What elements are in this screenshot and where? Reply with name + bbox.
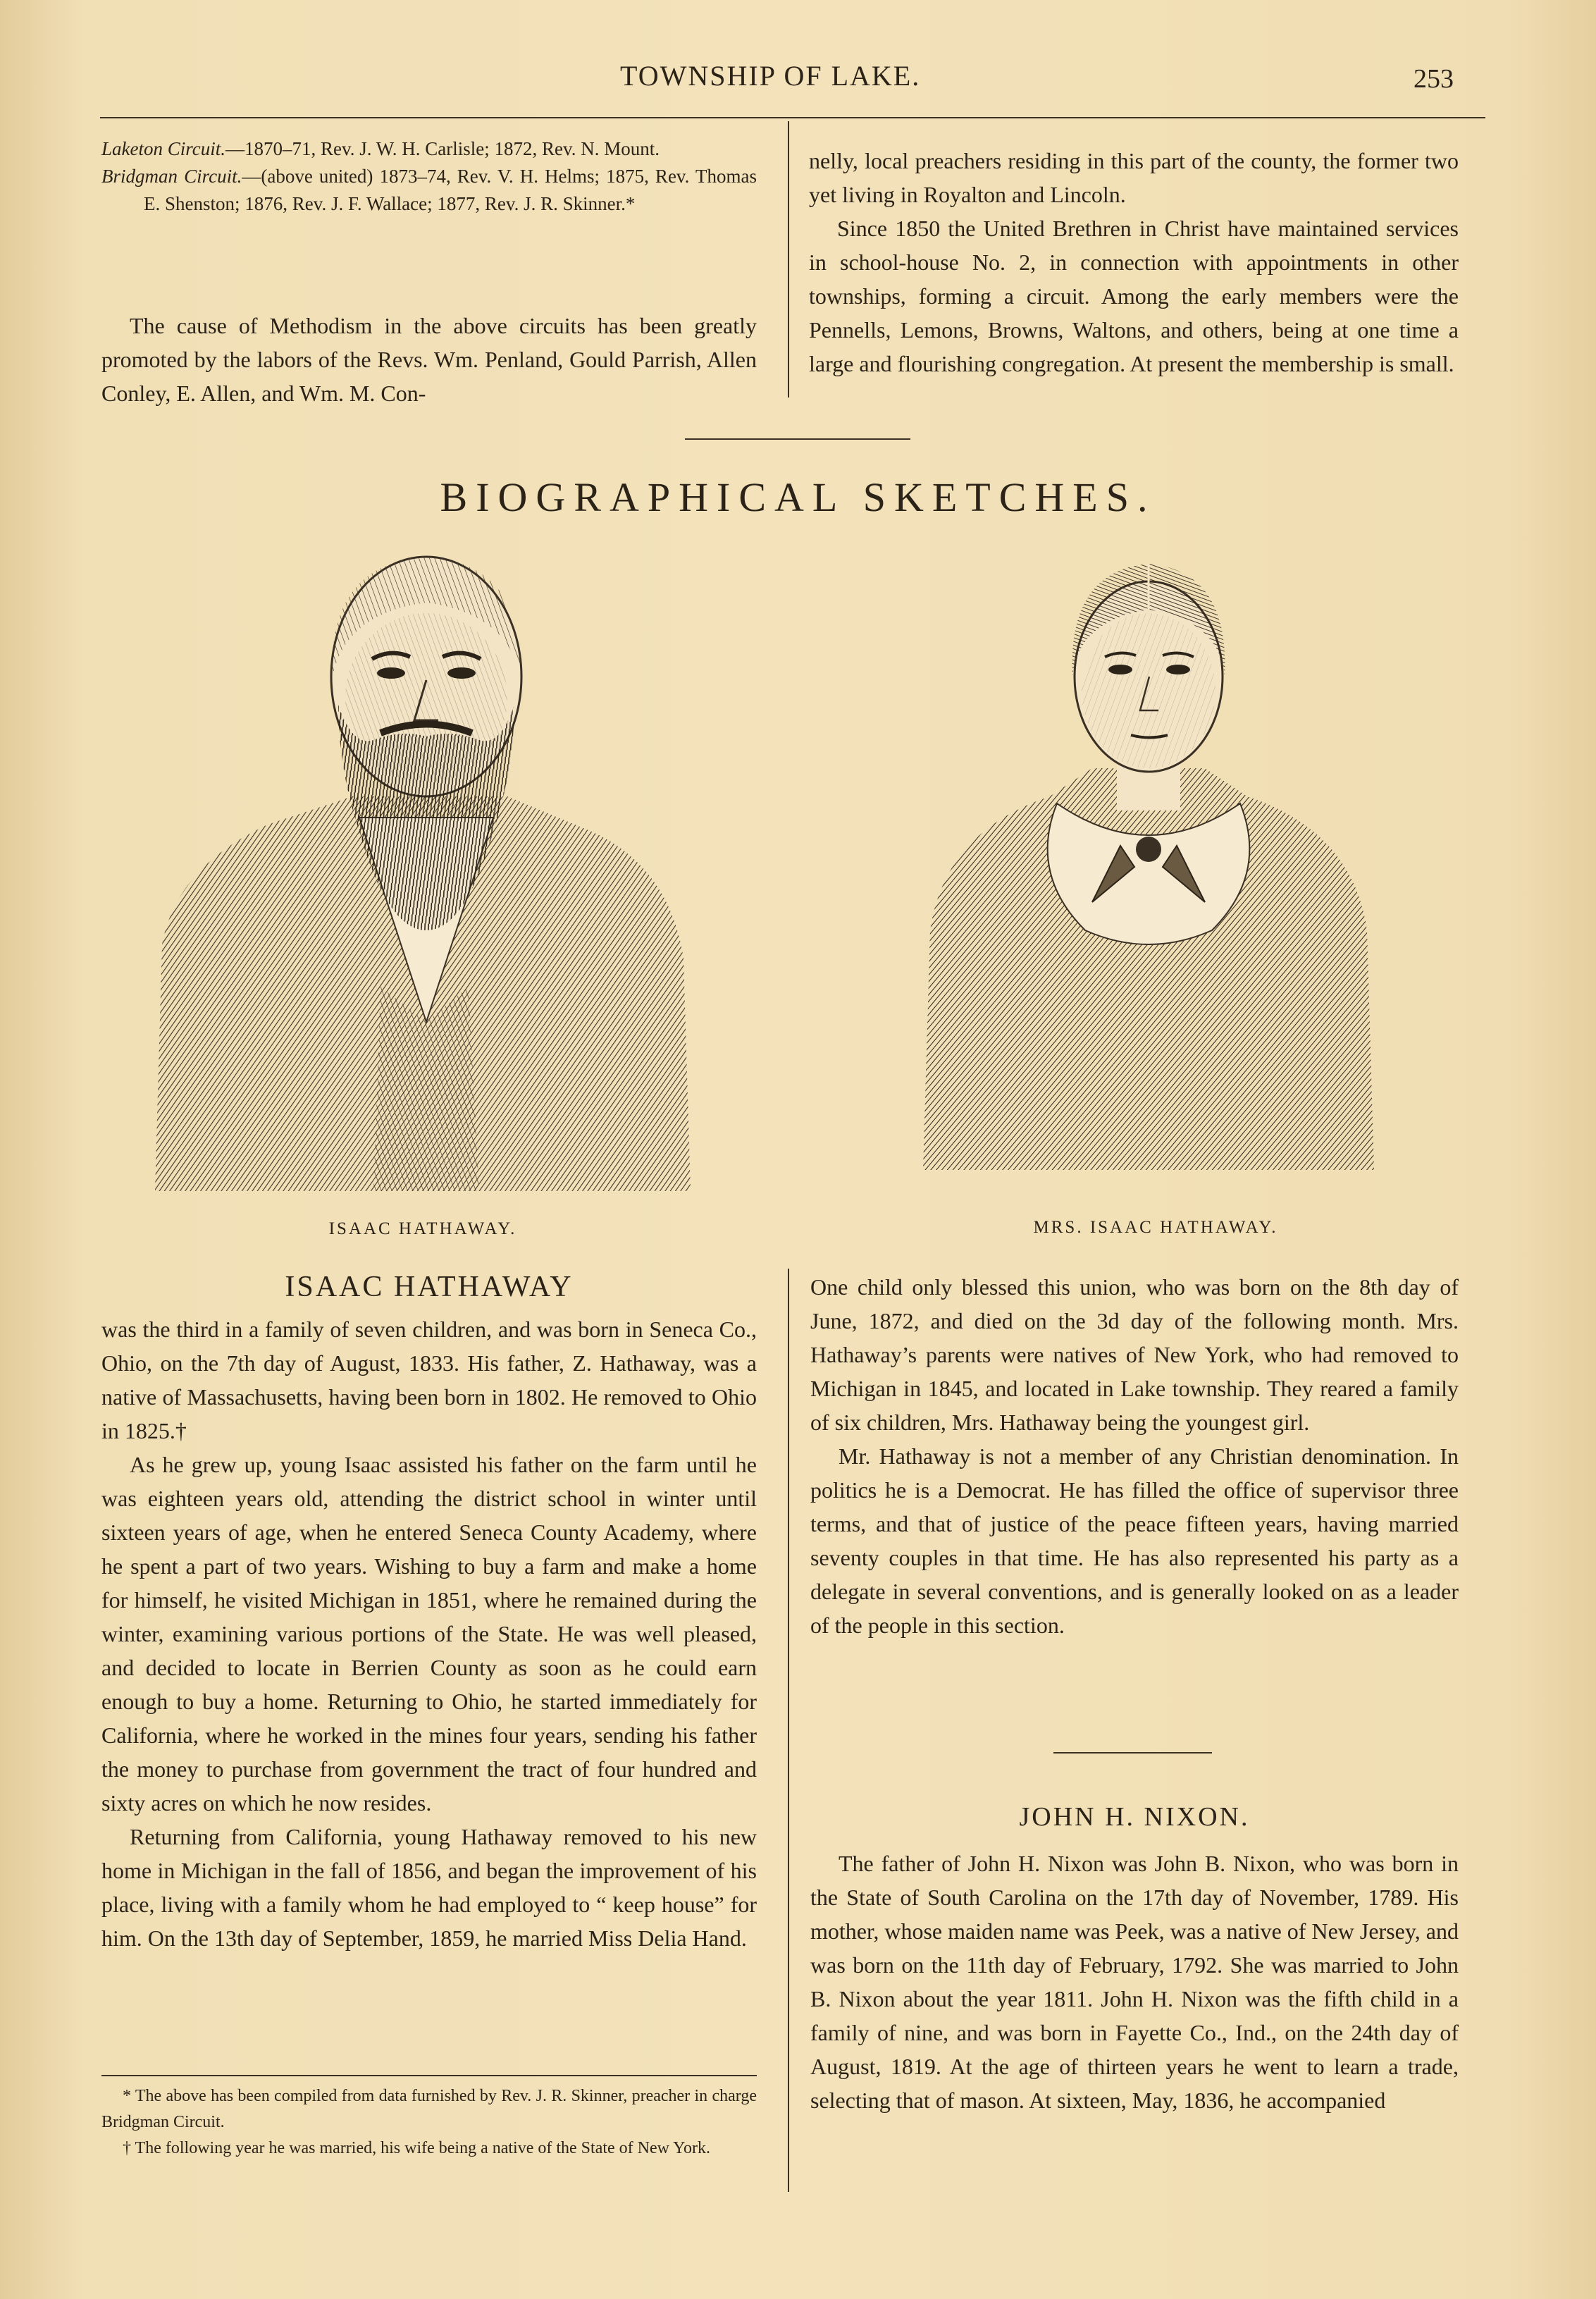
top-right-column	[809, 144, 1459, 381]
mrs-hathaway-portrait-caption: MRS. ISAAC HATHAWAY.	[1033, 1218, 1278, 1237]
bio-paragraph: The father of John H. Nixon was John B. Nixon, who was born in the State of South Carolina on the 17th day of November, 1789. His mother, whose maiden name was Peek, was a native of New Jersey, and was born on the 11th day of February, 1792. She was married to John B. Nixon about the year 1811. John H. Nixon was the fifth child in a family of nine, and was born in Fayette Co., Ind., on the 24th day of August, 1819. At the age of thirteen years he went to learn a trade, selecting that of mason. At sixteen, May, 1836, he accompanied	[810, 1851, 1459, 2113]
footnote: * The above has been compiled from data furnished by Rev. J. R. Skinner, preacher in charge Bridgman Circuit.	[101, 2087, 757, 2131]
header-rule	[100, 117, 1485, 118]
circuit-name: Bridgman Circuit.	[101, 166, 242, 187]
lower-column-divider	[788, 1269, 789, 2192]
isaac-hathaway-text	[101, 1312, 757, 1955]
running-head-title: TOWNSHIP OF LAKE.	[620, 60, 921, 92]
isaac-hathaway-heading: ISAAC HATHAWAY	[285, 1271, 574, 1303]
isaac-hathaway-portrait	[148, 536, 698, 1191]
running-head	[0, 55, 1596, 97]
page-number: 253	[1413, 64, 1454, 94]
circuit-name: Laketon Circuit.	[101, 138, 225, 159]
bio-paragraph: As he grew up, young Isaac assisted his father on the farm until he was eighteen years old, attending the district school in winter until sixteen years of age, when he entered Seneca County Academy, where he spent a part of two years. Wishing to buy a farm and make a home for himself, he visited Michigan in 1851, where he remained during the winter, examining various portions of the State. He was well pleased, and decided to locate in Berrien County as soon as he could earn enough to buy a home. Returning to Ohio, he started immediately for California, where he worked in the mines four years, sending his father the money to purchase from government the tract of four hundred and sixty acres on which he now resides.	[101, 1452, 757, 1816]
footnote-rule	[101, 2075, 757, 2076]
mrs-hathaway-portrait	[916, 536, 1381, 1170]
circuit-entry	[101, 135, 757, 163]
methodism-continued: nelly, local preachers residing in this part of the county, the former two yet living in Royalton and Lincoln.	[809, 148, 1459, 207]
methodism-column	[101, 309, 757, 410]
methodism-paragraph: The cause of Methodism in the above circuits has been greatly promoted by the labors of the Revs. Wm. Penland, Gould Parrish, Allen Conley, E. Allen, and Wm. M. Con-	[101, 313, 757, 406]
john-nixon-text	[810, 1847, 1459, 2117]
isaac-portrait-caption: ISAAC HATHAWAY.	[328, 1219, 517, 1238]
circuit-text: —(above united) 1873–74, Rev. V. H. Helms; 1875, Rev. Thomas E. Shenston; 1876, Rev. J. F. Wallace; 1877, Rev. J. R. Skinner.*	[144, 166, 757, 214]
hathaway-continued	[810, 1270, 1459, 1642]
bio-separator-rule	[1053, 1752, 1212, 1753]
bio-paragraph: One child only blessed this union, who was born on the 8th day of June, 1872, and died on the 3d day of the following month. Mrs. Hathaway’s parents were natives of New York, who had removed to Michigan in 1845, and located in Lake township. They reared a family of six children, Mrs. Hathaway being the youngest girl.	[810, 1274, 1459, 1435]
united-brethren-paragraph: Since 1850 the United Brethren in Christ have maintained services in school-house No. 2, in connection with appointments in other townships, forming a circuit. Among the early members were the Pennells, Lemons, Browns, Waltons, and others, being at one time a large and flourishing congregation. At present the membership is small.	[809, 216, 1459, 376]
circuits-list	[101, 135, 757, 218]
circuit-text: —1870–71, Rev. J. W. H. Carlisle; 1872, Rev. N. Mount.	[225, 138, 660, 159]
top-column-divider	[788, 121, 789, 397]
bio-paragraph: Returning from California, young Hathaway removed to his new home in Michigan in the fall of 1856, and began the improvement of his place, living with a family whom he had employed to “ keep house” for him. On the 13th day of September, 1859, he married Miss Delia Hand.	[101, 1824, 757, 1951]
john-nixon-heading: JOHN H. NIXON.	[1019, 1802, 1250, 1832]
footnotes	[101, 2083, 757, 2162]
bio-paragraph: Mr. Hathaway is not a member of any Christian denomination. In politics he is a Democrat. He has filled the office of supervisor three terms, and that of justice of the peace fifteen years, having married seventy couples in that time. He has also represented his party as a delegate in several conventions, and is generally looked on as a leader of the people in this section.	[810, 1443, 1459, 1638]
bio-paragraph: was the third in a family of seven children, and was born in Seneca Co., Ohio, on the 7th day of August, 1833. His father, Z. Hathaway, was a native of Massachusetts, having been born in 1802. He removed to Ohio in 1825.†	[101, 1317, 757, 1443]
section-rule	[685, 438, 910, 440]
footnote: † The following year he was married, his wife being a native of the State of New York.	[123, 2139, 711, 2157]
section-title: BIOGRAPHICAL SKETCHES.	[440, 474, 1156, 520]
circuit-entry	[101, 163, 757, 218]
